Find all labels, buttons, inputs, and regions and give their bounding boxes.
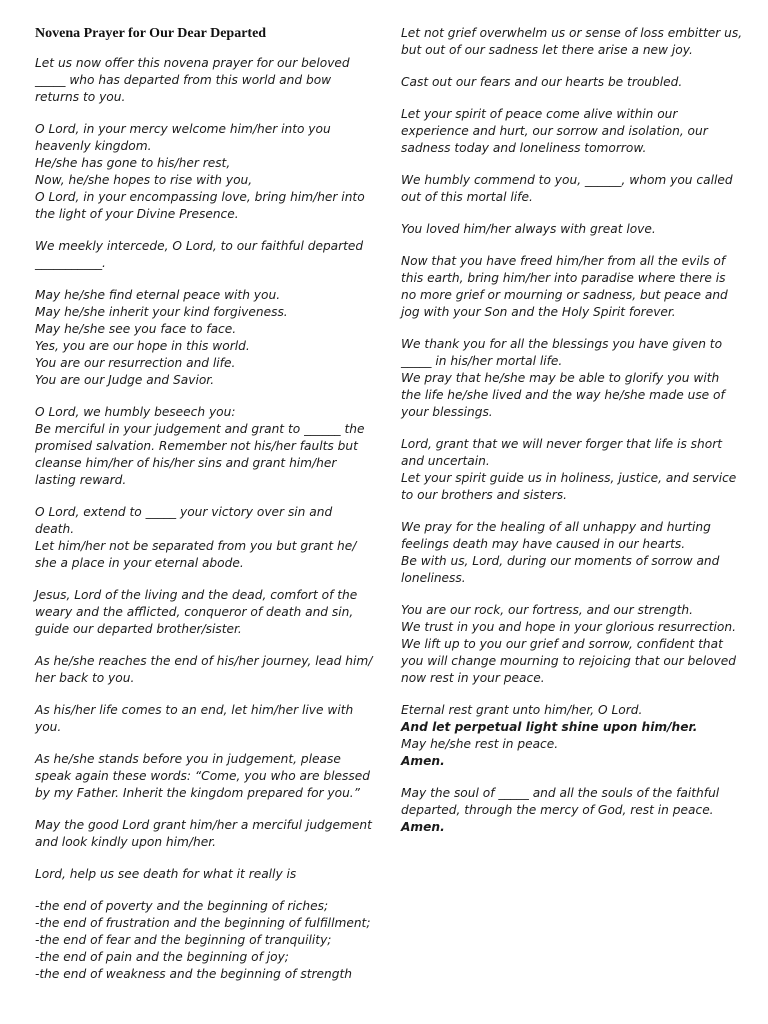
prayer-line: He/she has gone to his/her rest, (35, 156, 231, 170)
prayer-line: promised salvation. Remember not his/her faults but (35, 439, 358, 453)
prayer-line: O Lord, in your encompassing love, bring him/her into (35, 190, 365, 204)
prayer-line: Let your spirit of peace come alive within our (401, 107, 678, 121)
prayer-line: And let perpetual light shine upon him/her. (401, 720, 698, 734)
prayer-line: Be with us, Lord, during our moments of sorrow and (401, 554, 720, 568)
prayer-paragraph (35, 404, 370, 489)
prayer-line: but out of our sadness let there arise a new joy. (401, 43, 693, 57)
prayer-line: ___________. (35, 256, 106, 270)
prayer-paragraph (35, 817, 370, 851)
prayer-line: Cast out our fears and our hearts be troubled. (401, 75, 683, 89)
prayer-line: you. (35, 720, 62, 734)
prayer-line: Amen. (401, 820, 445, 834)
prayer-line: May he/she rest in peace. (401, 737, 559, 751)
prayer-line: Let your spirit guide us in holiness, justice, and service (401, 471, 737, 485)
prayer-line: Now, he/she hopes to rise with you, (35, 173, 253, 187)
right-column-body (401, 25, 741, 836)
prayer-line: You are our resurrection and life. (35, 356, 236, 370)
prayer-line: feelings death may have caused in our hearts. (401, 537, 686, 551)
prayer-paragraph (401, 221, 741, 238)
prayer-paragraph (35, 751, 370, 802)
prayer-paragraph (401, 436, 741, 504)
prayer-line: her back to you. (35, 671, 135, 685)
prayer-line: to our brothers and sisters. (401, 488, 568, 502)
prayer-line: May the good Lord grant him/her a merciful judgement (35, 818, 372, 832)
prayer-line: We meekly intercede, O Lord, to our faithful departed (35, 239, 364, 253)
prayer-line: and look kindly upon him/her. (35, 835, 217, 849)
prayer-line: May the soul of _____ and all the souls of the faithful (401, 786, 720, 800)
prayer-line: Be merciful in your judgement and grant to ______ the (35, 422, 365, 436)
prayer-line: weary and the afflicted, conqueror of death and sin, (35, 605, 354, 619)
prayer-line: We pray that he/she may be able to glorify you with (401, 371, 720, 385)
prayer-line: this earth, bring him/her into paradise where there is (401, 271, 726, 285)
prayer-paragraph (35, 121, 370, 223)
prayer-line: cleanse him/her of his/her sins and grant him/her (35, 456, 337, 470)
prayer-line: and uncertain. (401, 454, 490, 468)
prayer-line: Eternal rest grant unto him/her, O Lord. (401, 703, 643, 717)
prayer-paragraph (401, 106, 741, 157)
left-column-body (35, 55, 373, 983)
prayer-line: the light of your Divine Presence. (35, 207, 239, 221)
prayer-line: O Lord, in your mercy welcome him/her into you (35, 122, 331, 136)
prayer-line: O Lord, we humbly beseech you: (35, 405, 236, 419)
prayer-paragraph (35, 866, 370, 883)
prayer-line: -the end of weakness and the beginning of strength (35, 967, 352, 981)
prayer-line: _____ in his/her mortal life. (401, 354, 563, 368)
prayer-line: now rest in your peace. (401, 671, 545, 685)
prayer-line: death. (35, 522, 75, 536)
prayer-paragraph (35, 702, 370, 736)
prayer-line: -the end of frustration and the beginning of fulfillment; (35, 916, 371, 930)
prayer-line: Yes, you are our hope in this world. (35, 339, 250, 353)
prayer-line: We thank you for all the blessings you have given to (401, 337, 723, 351)
prayer-paragraph (401, 336, 741, 421)
prayer-paragraph (401, 702, 741, 770)
prayer-line: _____ who has departed from this world and bow (35, 73, 332, 87)
prayer-line: -the end of fear and the beginning of tranquility; (35, 933, 332, 947)
prayer-line: Lord, help us see death for what it really is (35, 867, 297, 881)
prayer-line: May he/she see you face to face. (35, 322, 237, 336)
prayer-line: You are our rock, our fortress, and our strength. (401, 603, 693, 617)
prayer-paragraph (401, 25, 741, 59)
prayer-line: returns to you. (35, 90, 126, 104)
prayer-line: jog with your Son and the Holy Spirit forever. (401, 305, 676, 319)
prayer-line: We humbly commend to you, ______, whom you called (401, 173, 733, 187)
prayer-line: Let him/her not be separated from you but grant he/ (35, 539, 357, 553)
prayer-line: she a place in your eternal abode. (35, 556, 244, 570)
prayer-line: Let us now offer this novena prayer for our beloved (35, 56, 350, 70)
prayer-line: -the end of poverty and the beginning of riches; (35, 899, 329, 913)
prayer-line: May he/she find eternal peace with you. (35, 288, 281, 302)
prayer-line: experience and hurt, our sorrow and isolation, our (401, 124, 708, 138)
prayer-line: you will change mourning to rejoicing that our beloved (401, 654, 736, 668)
prayer-line: We trust in you and hope in your glorious resurrection. (401, 620, 736, 634)
prayer-line: no more grief or mourning or sadness, but peace and (401, 288, 728, 302)
prayer-line: heavenly kingdom. (35, 139, 152, 153)
prayer-paragraph (401, 172, 741, 206)
prayer-paragraph (35, 287, 370, 389)
prayer-line: sadness today and loneliness tomorrow. (401, 141, 647, 155)
prayer-paragraph (401, 785, 741, 836)
prayer-line: As he/she reaches the end of his/her journey, lead him/ (35, 654, 373, 668)
prayer-line: We pray for the healing of all unhappy and hurting (401, 520, 711, 534)
prayer-line: your blessings. (401, 405, 493, 419)
prayer-line: As his/her life comes to an end, let him/her live with (35, 703, 354, 717)
prayer-line: out of this mortal life. (401, 190, 533, 204)
prayer-line: Amen. (401, 754, 445, 768)
prayer-line: We lift up to you our grief and sorrow, confident that (401, 637, 723, 651)
prayer-line: lasting reward. (35, 473, 127, 487)
prayer-paragraph (401, 74, 741, 91)
prayer-paragraph (401, 602, 741, 687)
prayer-paragraph (35, 653, 373, 687)
prayer-paragraph (401, 519, 741, 587)
prayer-line: guide our departed brother/sister. (35, 622, 242, 636)
prayer-paragraph (35, 504, 370, 572)
prayer-paragraph (35, 238, 370, 272)
left-column (35, 25, 373, 998)
prayer-line: loneliness. (401, 571, 466, 585)
prayer-line: Lord, grant that we will never forger that life is short (401, 437, 722, 451)
prayer-line: May he/she inherit your kind forgiveness. (35, 305, 288, 319)
prayer-paragraph (401, 253, 741, 321)
prayer-line: Now that you have freed him/her from all the evils of (401, 254, 726, 268)
prayer-line: by my Father. Inherit the kingdom prepared for you.” (35, 786, 360, 800)
prayer-paragraph (35, 587, 370, 638)
prayer-line: departed, through the mercy of God, rest in peace. (401, 803, 714, 817)
document-title: Novena Prayer for Our Dear Departed (35, 26, 267, 41)
prayer-line: -the end of pain and the beginning of joy; (35, 950, 289, 964)
prayer-line: the life he/she lived and the way he/she made use of (401, 388, 725, 402)
prayer-line: O Lord, extend to _____ your victory over sin and (35, 505, 333, 519)
prayer-line: Jesus, Lord of the living and the dead, comfort of the (35, 588, 358, 602)
prayer-paragraph (35, 898, 370, 983)
prayer-paragraph (35, 55, 370, 106)
right-column (401, 25, 741, 851)
prayer-line: Let not grief overwhelm us or sense of loss embitter us, (401, 26, 743, 40)
prayer-line: speak again these words: “Come, you who are blessed (35, 769, 370, 783)
prayer-line: You are our Judge and Savior. (35, 373, 215, 387)
prayer-line: You loved him/her always with great love. (401, 222, 656, 236)
prayer-line: As he/she stands before you in judgement, please (35, 752, 341, 766)
